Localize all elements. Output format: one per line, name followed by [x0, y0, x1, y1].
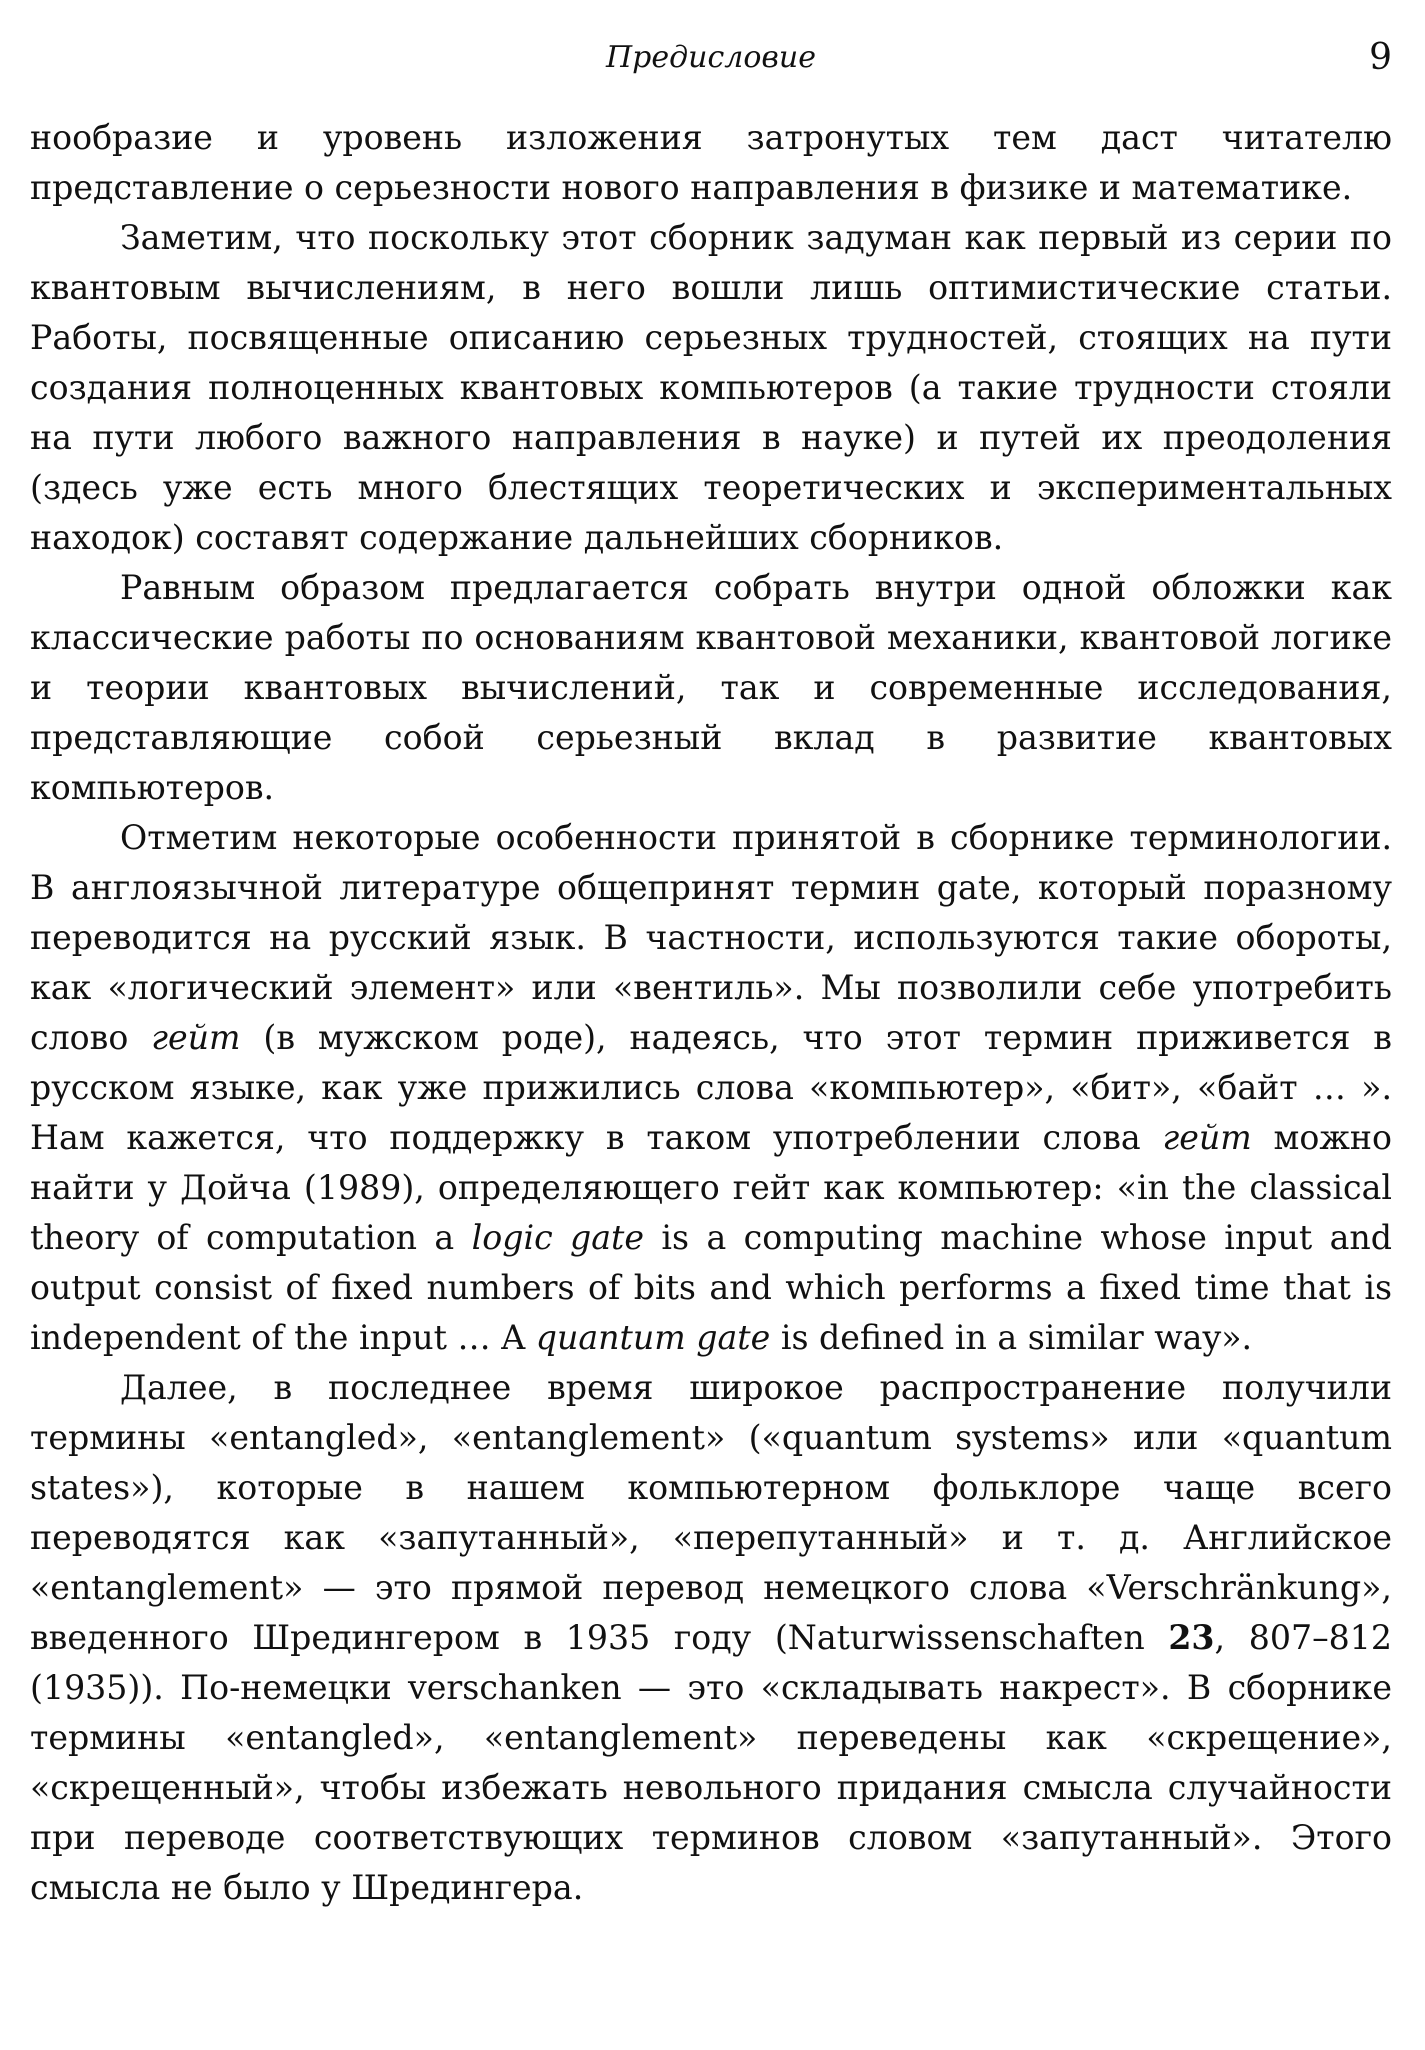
running-title: Предисловие	[606, 40, 816, 75]
text-span: is a computing machine whose input and output consist of fixed numbers of bits and which performs a fixed time that is independent of the input … A	[30, 1218, 1392, 1357]
page-header	[30, 38, 1392, 78]
text-span: Далее, в последнее время широкое распространение получили термины «entangled», «entanglement» («quantum systems» или «quantum states»), которые в нашем компьютерном фольклоре чаще всего переводятся как «запутанный», «перепутанный» и т. д. Английское «entanglement» — это прямой перевод немецкого слова «Verschränkung», введенного Шредингером в 1935 году (Naturwissenschaften	[30, 1368, 1392, 1657]
text-span: можно найти у Дойча (1989), определяющего гейт как компьютер: «in the classical theory of computation a	[30, 1118, 1392, 1257]
paragraph-terminology-gate	[30, 813, 1392, 1363]
text-span: (в мужском роде), надеясь, что этот термин приживется в русском языке, как уже прижились слова «компьютер», «бит», «байт … ». Нам кажется, что поддержку в таком употреблении слова	[30, 1018, 1392, 1157]
italic-term: logic gate	[471, 1218, 645, 1257]
italic-term: гейт	[1162, 1118, 1252, 1157]
bold-volume-number: 23	[1168, 1618, 1215, 1657]
paragraph-terminology-entanglement	[30, 1363, 1392, 1913]
paragraph-classic-works: Равным образом предлагается собрать внутри одной обложки как классические работы по основаниям квантовой механики, квантовой логике и теории квантовых вычислений, так и современные исследования, представляющие собой серьезный вклад в развитие квантовых компьютеров.	[30, 568, 1392, 807]
body-text	[30, 113, 1392, 1913]
paragraph-continuation: нообразие и уровень изложения затронутых тем даст читателю представление о серьезности нового направления в физике и математике.	[30, 118, 1392, 207]
text-span: Отметим некоторые особенности принятой в сборнике терминологии. В англоязычной литературе общепринят термин gate, который поразному переводится на русский язык. В частности, используются такие обороты, как «логический элемент» или «вентиль». Мы позволили себе употребить слово	[30, 818, 1392, 1057]
text-span: is defined in a similar way».	[770, 1318, 1253, 1357]
italic-term: quantum gate	[535, 1318, 771, 1357]
text-span: , 807–812 (1935)). По-немецки verschanken — это «складывать накрест». В сборнике термины «entangled», «entanglement» переведены как «скрещение», «скрещенный», чтобы избежать невольного придания смысла случайности при переводе соответствующих терминов словом «запутанный». Этого смысла не было у Шредингера.	[30, 1618, 1393, 1907]
italic-term: гейт	[151, 1018, 241, 1057]
paragraph-series-note: Заметим, что поскольку этот сборник задуман как первый из серии по квантовым вычислениям, в него вошли лишь оптимистические статьи. Работы, посвященные описанию серьезных трудностей, стоящих на пути создания полноценных квантовых компьютеров (а такие трудности стояли на пути любого важного направления в науке) и путей их преодоления (здесь уже есть много блестящих теоретических и экспериментальных находок) составят содержание дальнейших сборников.	[30, 218, 1392, 557]
page-number: 9	[1369, 37, 1392, 78]
